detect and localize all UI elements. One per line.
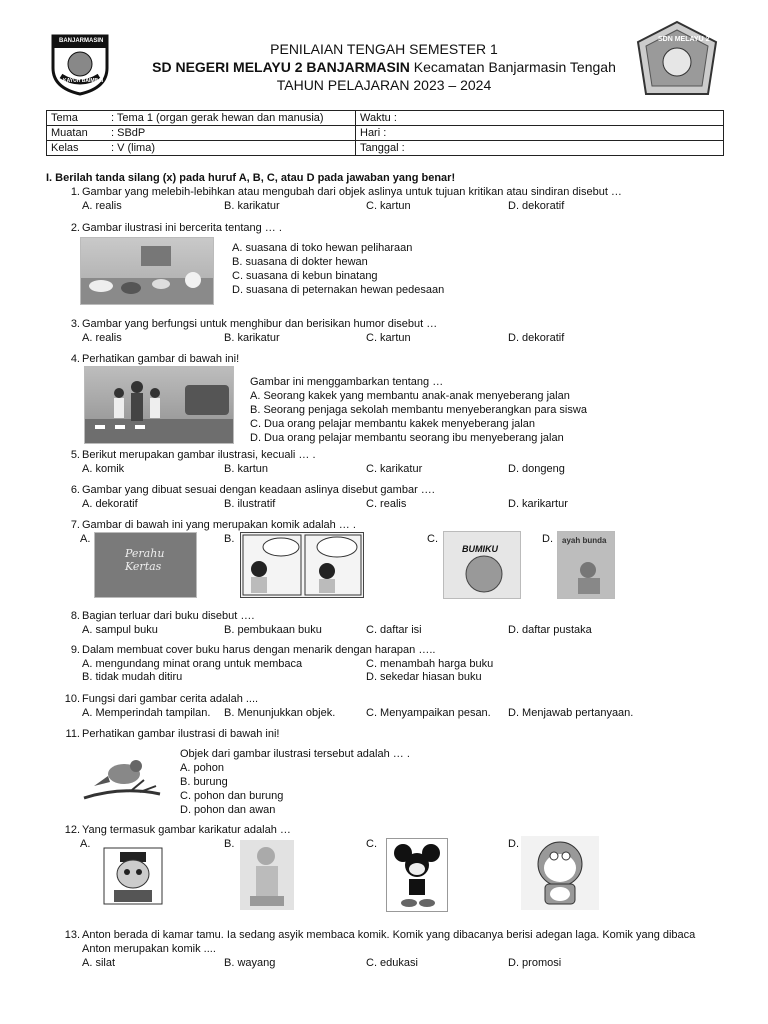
q11-option-b[interactable]: B. burung bbox=[180, 776, 228, 788]
question-text: Perhatikan gambar di bawah ini! bbox=[82, 353, 240, 365]
q3-option-a[interactable]: A. realis bbox=[82, 332, 122, 344]
question-12 bbox=[58, 824, 291, 837]
q6-option-d[interactable]: D. karikartur bbox=[508, 498, 568, 510]
question-number: 2. bbox=[70, 222, 80, 234]
muatan-label: Muatan bbox=[51, 127, 88, 139]
q3-option-d[interactable]: D. dekoratif bbox=[508, 332, 565, 344]
q2-option-d[interactable]: D. suasana di peternakan hewan pedesaan bbox=[232, 284, 445, 296]
question-text: Perhatikan gambar ilustrasi di bawah ini! bbox=[82, 728, 280, 740]
q10-option-b[interactable]: B. Menunjukkan objek. bbox=[224, 707, 336, 719]
q8-option-b[interactable]: B. pembukaan buku bbox=[224, 624, 322, 636]
question-number: 3. bbox=[70, 318, 80, 330]
tema-cell bbox=[47, 111, 356, 126]
question-number: 6. bbox=[70, 484, 80, 496]
q5-option-c[interactable]: C. karikatur bbox=[366, 463, 423, 475]
tema-value: : Tema 1 (organ gerak hewan dan manusia) bbox=[111, 112, 324, 124]
kelas-value: : V (lima) bbox=[111, 142, 155, 154]
q9-option-d[interactable]: D. sekedar hiasan buku bbox=[366, 671, 482, 683]
q3-option-b[interactable]: B. karikatur bbox=[224, 332, 280, 344]
q7-image-c bbox=[443, 531, 521, 599]
comic-strip-icon bbox=[241, 533, 363, 597]
q13-option-b[interactable]: B. wayang bbox=[224, 957, 276, 969]
q11-option-a[interactable]: A. pohon bbox=[180, 762, 225, 774]
q6-option-b[interactable]: B. ilustratif bbox=[224, 498, 276, 510]
q10-option-c[interactable]: C. Menyampaikan pesan. bbox=[366, 707, 491, 719]
q6-option-a[interactable]: A. dekoratif bbox=[82, 498, 138, 510]
logo-left-text: BANJARMASIN bbox=[59, 38, 104, 44]
farm-animals-icon bbox=[81, 238, 213, 304]
q1-option-b[interactable]: B. karikatur bbox=[224, 200, 280, 212]
school-name-bold: SD NEGERI MELAYU 2 BANJARMASIN bbox=[152, 59, 410, 75]
question-10 bbox=[58, 693, 258, 706]
q13-option-a[interactable]: A. silat bbox=[82, 957, 116, 969]
doraemon-icon bbox=[521, 836, 599, 910]
question-text: Gambar yang dibuat sesuai dengan keadaan aslinya disebut gambar …. bbox=[82, 484, 435, 496]
question-text: Fungsi dari gambar cerita adalah .... bbox=[82, 693, 259, 705]
caricature-face-icon bbox=[98, 844, 168, 908]
exam-title: PENILAIAN TENGAH SEMESTER 1 bbox=[270, 41, 498, 57]
question-number: 10. bbox=[64, 693, 80, 705]
q12-option-b[interactable]: B. bbox=[224, 838, 235, 850]
question-text: Berikut merupakan gambar ilustrasi, kecuali … . bbox=[82, 449, 316, 461]
hari-cell: Hari : bbox=[356, 126, 724, 141]
question-1 bbox=[58, 186, 622, 199]
question-number: 9. bbox=[70, 644, 80, 656]
question-text: Dalam membuat cover buku harus dengan menarik dengan harapan ….. bbox=[82, 644, 436, 656]
mickey-mouse-icon bbox=[387, 839, 447, 911]
question-number: 4. bbox=[70, 353, 80, 365]
question-7 bbox=[58, 519, 356, 532]
tema-label: Tema bbox=[51, 112, 78, 124]
q8-option-d[interactable]: D. daftar pustaka bbox=[508, 624, 592, 636]
q7-option-b[interactable]: B. bbox=[224, 533, 235, 545]
q4-option-d[interactable]: D. Dua orang pelajar membantu seorang ibu menyeberang jalan bbox=[250, 432, 564, 444]
q9-option-b[interactable]: B. tidak mudah ditiru bbox=[82, 671, 183, 683]
kelas-cell bbox=[47, 141, 356, 156]
q11-option-c[interactable]: C. pohon dan burung bbox=[180, 790, 284, 802]
q11-options bbox=[180, 747, 410, 817]
q5-option-b[interactable]: B. kartun bbox=[224, 463, 269, 475]
q12-image-d bbox=[521, 836, 599, 910]
q1-option-d[interactable]: D. dekoratif bbox=[508, 200, 565, 212]
muatan-value: : SBdP bbox=[111, 127, 146, 139]
crossing-illustration bbox=[84, 366, 234, 444]
q11-stem: Objek dari gambar ilustrasi tersebut adalah … . bbox=[180, 748, 410, 760]
q6-option-c[interactable]: C. realis bbox=[366, 498, 407, 510]
info-table bbox=[46, 110, 724, 156]
question-number: 8. bbox=[70, 610, 80, 622]
logo-right-text: SDN MELAYU 2 bbox=[658, 36, 710, 43]
q12-option-a[interactable]: A. bbox=[80, 838, 91, 850]
q7-option-a[interactable]: A. bbox=[80, 533, 91, 545]
question-number: 5. bbox=[70, 449, 80, 461]
question-2 bbox=[58, 222, 282, 235]
tanggal-cell: Tanggal : bbox=[356, 141, 724, 156]
q2-option-a[interactable]: A. suasana di toko hewan peliharaan bbox=[232, 242, 413, 254]
question-6 bbox=[58, 484, 435, 497]
statue-icon bbox=[240, 840, 294, 910]
q7-option-c[interactable]: C. bbox=[427, 533, 438, 545]
q7-image-b bbox=[240, 532, 364, 598]
farm-illustration bbox=[80, 237, 214, 305]
q8-option-c[interactable]: C. daftar isi bbox=[366, 624, 422, 636]
question-number: 7. bbox=[70, 519, 80, 531]
q12-option-d[interactable]: D. bbox=[508, 838, 519, 850]
q7-image-a-title: Perahu Kertas bbox=[125, 547, 165, 573]
school-district: Kecamatan Banjarmasin Tengah bbox=[409, 59, 616, 75]
q12-image-c bbox=[386, 838, 448, 912]
question-4 bbox=[58, 353, 239, 366]
q3-option-c[interactable]: C. kartun bbox=[366, 332, 411, 344]
q4-stem: Gambar ini menggambarkan tentang … bbox=[250, 376, 444, 388]
instruction: I. Berilah tanda silang (x) pada huruf A, B, C, atau D pada jawaban yang benar! bbox=[46, 172, 456, 184]
question-text: Gambar yang berfungsi untuk menghibur dan berisikan humor disebut … bbox=[82, 318, 438, 330]
question-text: Bagian terluar dari buku disebut …. bbox=[82, 610, 255, 622]
question-text: Anton berada di kamar tamu. Ia sedang asyik membaca komik. Komik yang dibacanya berisi adegan laga. Komik yang dibaca bbox=[82, 929, 696, 941]
q12-image-a bbox=[98, 844, 168, 908]
street-crossing-icon bbox=[85, 367, 233, 443]
q9-option-c[interactable]: C. menambah harga buku bbox=[366, 658, 494, 670]
q10-option-a[interactable]: A. Memperindah tampilan. bbox=[82, 707, 211, 719]
question-13 bbox=[58, 929, 695, 942]
q7-image-a bbox=[94, 532, 197, 598]
question-text: Yang termasuk gambar karikatur adalah … bbox=[82, 824, 291, 836]
q8-option-a[interactable]: A. sampul buku bbox=[82, 624, 158, 636]
q1-option-c[interactable]: C. kartun bbox=[366, 200, 411, 212]
bird-illustration bbox=[82, 746, 162, 804]
question-number: 13. bbox=[64, 929, 80, 941]
academic-year: TAHUN PELAJARAN 2023 – 2024 bbox=[276, 77, 492, 93]
q11-option-d[interactable]: D. pohon dan awan bbox=[180, 804, 276, 816]
school-name bbox=[0, 58, 768, 76]
question-number: 11. bbox=[65, 728, 80, 740]
muatan-cell bbox=[47, 126, 356, 141]
q5-option-d[interactable]: D. dongeng bbox=[508, 463, 565, 475]
question-3 bbox=[58, 318, 437, 331]
waktu-cell: Waktu : bbox=[356, 111, 724, 126]
question-number: 12. bbox=[64, 824, 80, 836]
question-9 bbox=[58, 644, 435, 657]
question-5 bbox=[58, 449, 316, 462]
q2-option-c[interactable]: C. suasana di kebun binatang bbox=[232, 270, 378, 282]
q7-image-d bbox=[557, 531, 615, 599]
earth-icon bbox=[444, 532, 520, 598]
q2-options bbox=[232, 241, 444, 297]
q4-option-b[interactable]: B. Seorang penjaga sekolah membantu menyeberangkan para siswa bbox=[250, 404, 587, 416]
q1-option-a[interactable]: A. realis bbox=[82, 200, 122, 212]
q4-option-c[interactable]: C. Dua orang pelajar membantu kakek menyeberang jalan bbox=[250, 418, 535, 430]
q12-image-b bbox=[240, 840, 294, 910]
q10-option-d[interactable]: D. Menjawab pertanyaan. bbox=[508, 707, 634, 719]
q4-option-a[interactable]: A. Seorang kakek yang membantu anak-anak menyeberang jalan bbox=[250, 390, 570, 402]
question-number: 1. bbox=[70, 186, 80, 198]
question-text: Gambar ilustrasi ini bercerita tentang … . bbox=[82, 222, 282, 234]
q13-option-d[interactable]: D. promosi bbox=[508, 957, 562, 969]
kelas-label: Kelas bbox=[51, 142, 79, 154]
q13-text-line2: Anton merupakan komik .... bbox=[82, 943, 216, 955]
question-11 bbox=[58, 728, 280, 741]
question-8 bbox=[58, 610, 254, 623]
bird-on-branch-icon bbox=[82, 746, 162, 804]
q5-option-a[interactable]: A. komik bbox=[82, 463, 125, 475]
q7-image-c-title: BUMIKU bbox=[462, 544, 498, 554]
q7-option-d[interactable]: D. bbox=[542, 533, 553, 545]
q13-option-c[interactable]: C. edukasi bbox=[366, 957, 418, 969]
logo-left-motto: KAYUH BAIMBAI bbox=[63, 78, 104, 84]
q2-option-b[interactable]: B. suasana di dokter hewan bbox=[232, 256, 368, 268]
q9-option-a[interactable]: A. mengundang minat orang untuk membaca bbox=[82, 658, 303, 670]
q7-image-d-title: ayah bunda bbox=[562, 536, 607, 545]
question-text: Gambar di bawah ini yang merupakan komik adalah … . bbox=[82, 519, 356, 531]
q12-option-c[interactable]: C. bbox=[366, 838, 377, 850]
question-text: Gambar yang melebih-lebihkan atau mengubah dari objek aslinya untuk tujuan kritikan atau sindiran disebut … bbox=[82, 186, 622, 198]
q4-options bbox=[250, 375, 587, 445]
